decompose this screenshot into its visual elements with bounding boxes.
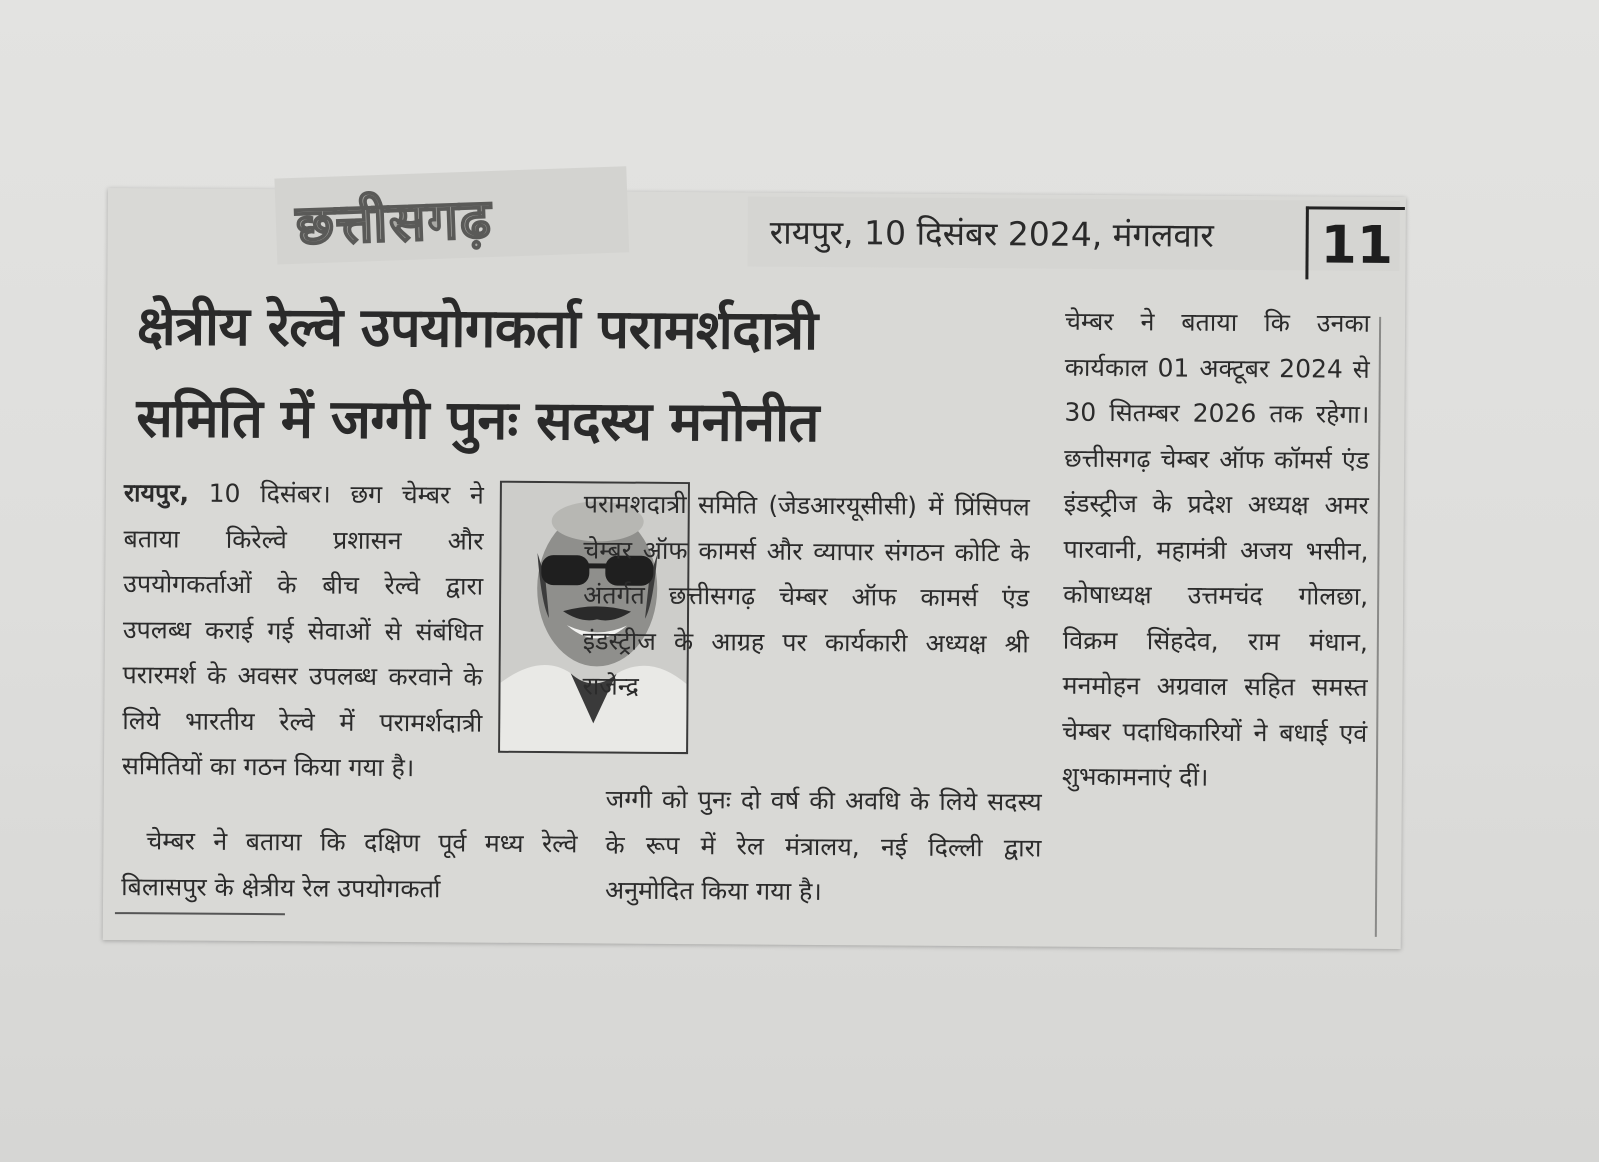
column-2-text: परामशदात्री समिति (जेडआरयूसीसी) में प्रिंसिपल चेम्बर ऑफ कामर्स और व्यापार संगठन कोटि के अंतर्गत छत्तीसगढ़ चेम्बर ऑफ कामर्स एंड इंडस्ट्रीज के आग्रह पर कार्यकारी अध्यक्ष श्री राजेन्द्र bbox=[582, 489, 1030, 701]
lead-place: रायपुर, bbox=[123, 478, 190, 508]
column-1-text: 10 दिसंबर। छग चेम्बर ने बताया किरेल्वे प्रशासन और उपयोगकर्ताओं के बीच रेल्वे द्वारा उपलब्ध कराई गई सेवाओं से संबंधित परारमर्श के अवसर उपलब्ध करवाने के लिये भारतीय रेल्वे में परामर्शदात्री समितियों का गठन किया गया है। bbox=[121, 478, 484, 783]
headline bbox=[136, 280, 1057, 470]
page-number: 11 bbox=[1320, 215, 1394, 276]
column-1-tail-text: चेम्बर ने बताया कि दक्षिण पूर्व मध्य रेल्वे बिलासपुर के क्षेत्रीय रेल उपयोगकर्ता bbox=[121, 826, 578, 903]
page-number-box bbox=[1305, 206, 1405, 280]
footer-rule bbox=[115, 912, 285, 915]
masthead-section-tab bbox=[274, 166, 629, 264]
article-column-1-tail bbox=[121, 818, 578, 912]
newspaper-clipping bbox=[103, 188, 1406, 949]
article-column-2-tail bbox=[605, 776, 1042, 916]
headline-line-2: समिति में जग्गी पुनः सदस्य मनोनीत bbox=[136, 386, 820, 454]
column-3-text: चेम्बर ने बताया कि उनका कार्यकाल 01 अक्टूबर 2024 से 30 सितम्बर 2026 तक रहेगा। छत्तीसगढ़ चेम्बर ऑफ कॉमर्स एंड इंडस्ट्रीज के प्रदेश अध्यक्ष अमर पारवानी, महामंत्री अजय भसीन, कोषाध्यक्ष उत्तमचंद गोलछा, विक्रम सिंहदेव, राम मंधान, मनमोहन अग्रवाल सहित समस्त चेम्बर पदाधिकारियों ने बधाई एवं शुभकामनाएं दीं। bbox=[1061, 306, 1371, 792]
dateline: रायपुर, 10 दिसंबर 2024, मंगलवार bbox=[769, 212, 1214, 255]
headline-line-1: क्षेत्रीय रेल्वे उपयोगकर्ता परामर्शदात्री bbox=[136, 294, 818, 362]
article-column-1 bbox=[122, 470, 484, 791]
article-column-2 bbox=[582, 481, 1030, 712]
section-name: छत्तीसगढ़ bbox=[294, 187, 494, 257]
column-2-tail-text: जग्गी को पुनः दो वर्ष की अवधि के लिये सदस्य के रूप में रेल मंत्रालय, नई दिल्ली द्वारा अनुमोदित किया गया है। bbox=[605, 784, 1042, 907]
column-rule bbox=[1375, 317, 1381, 937]
article-column-3 bbox=[1062, 299, 1370, 802]
